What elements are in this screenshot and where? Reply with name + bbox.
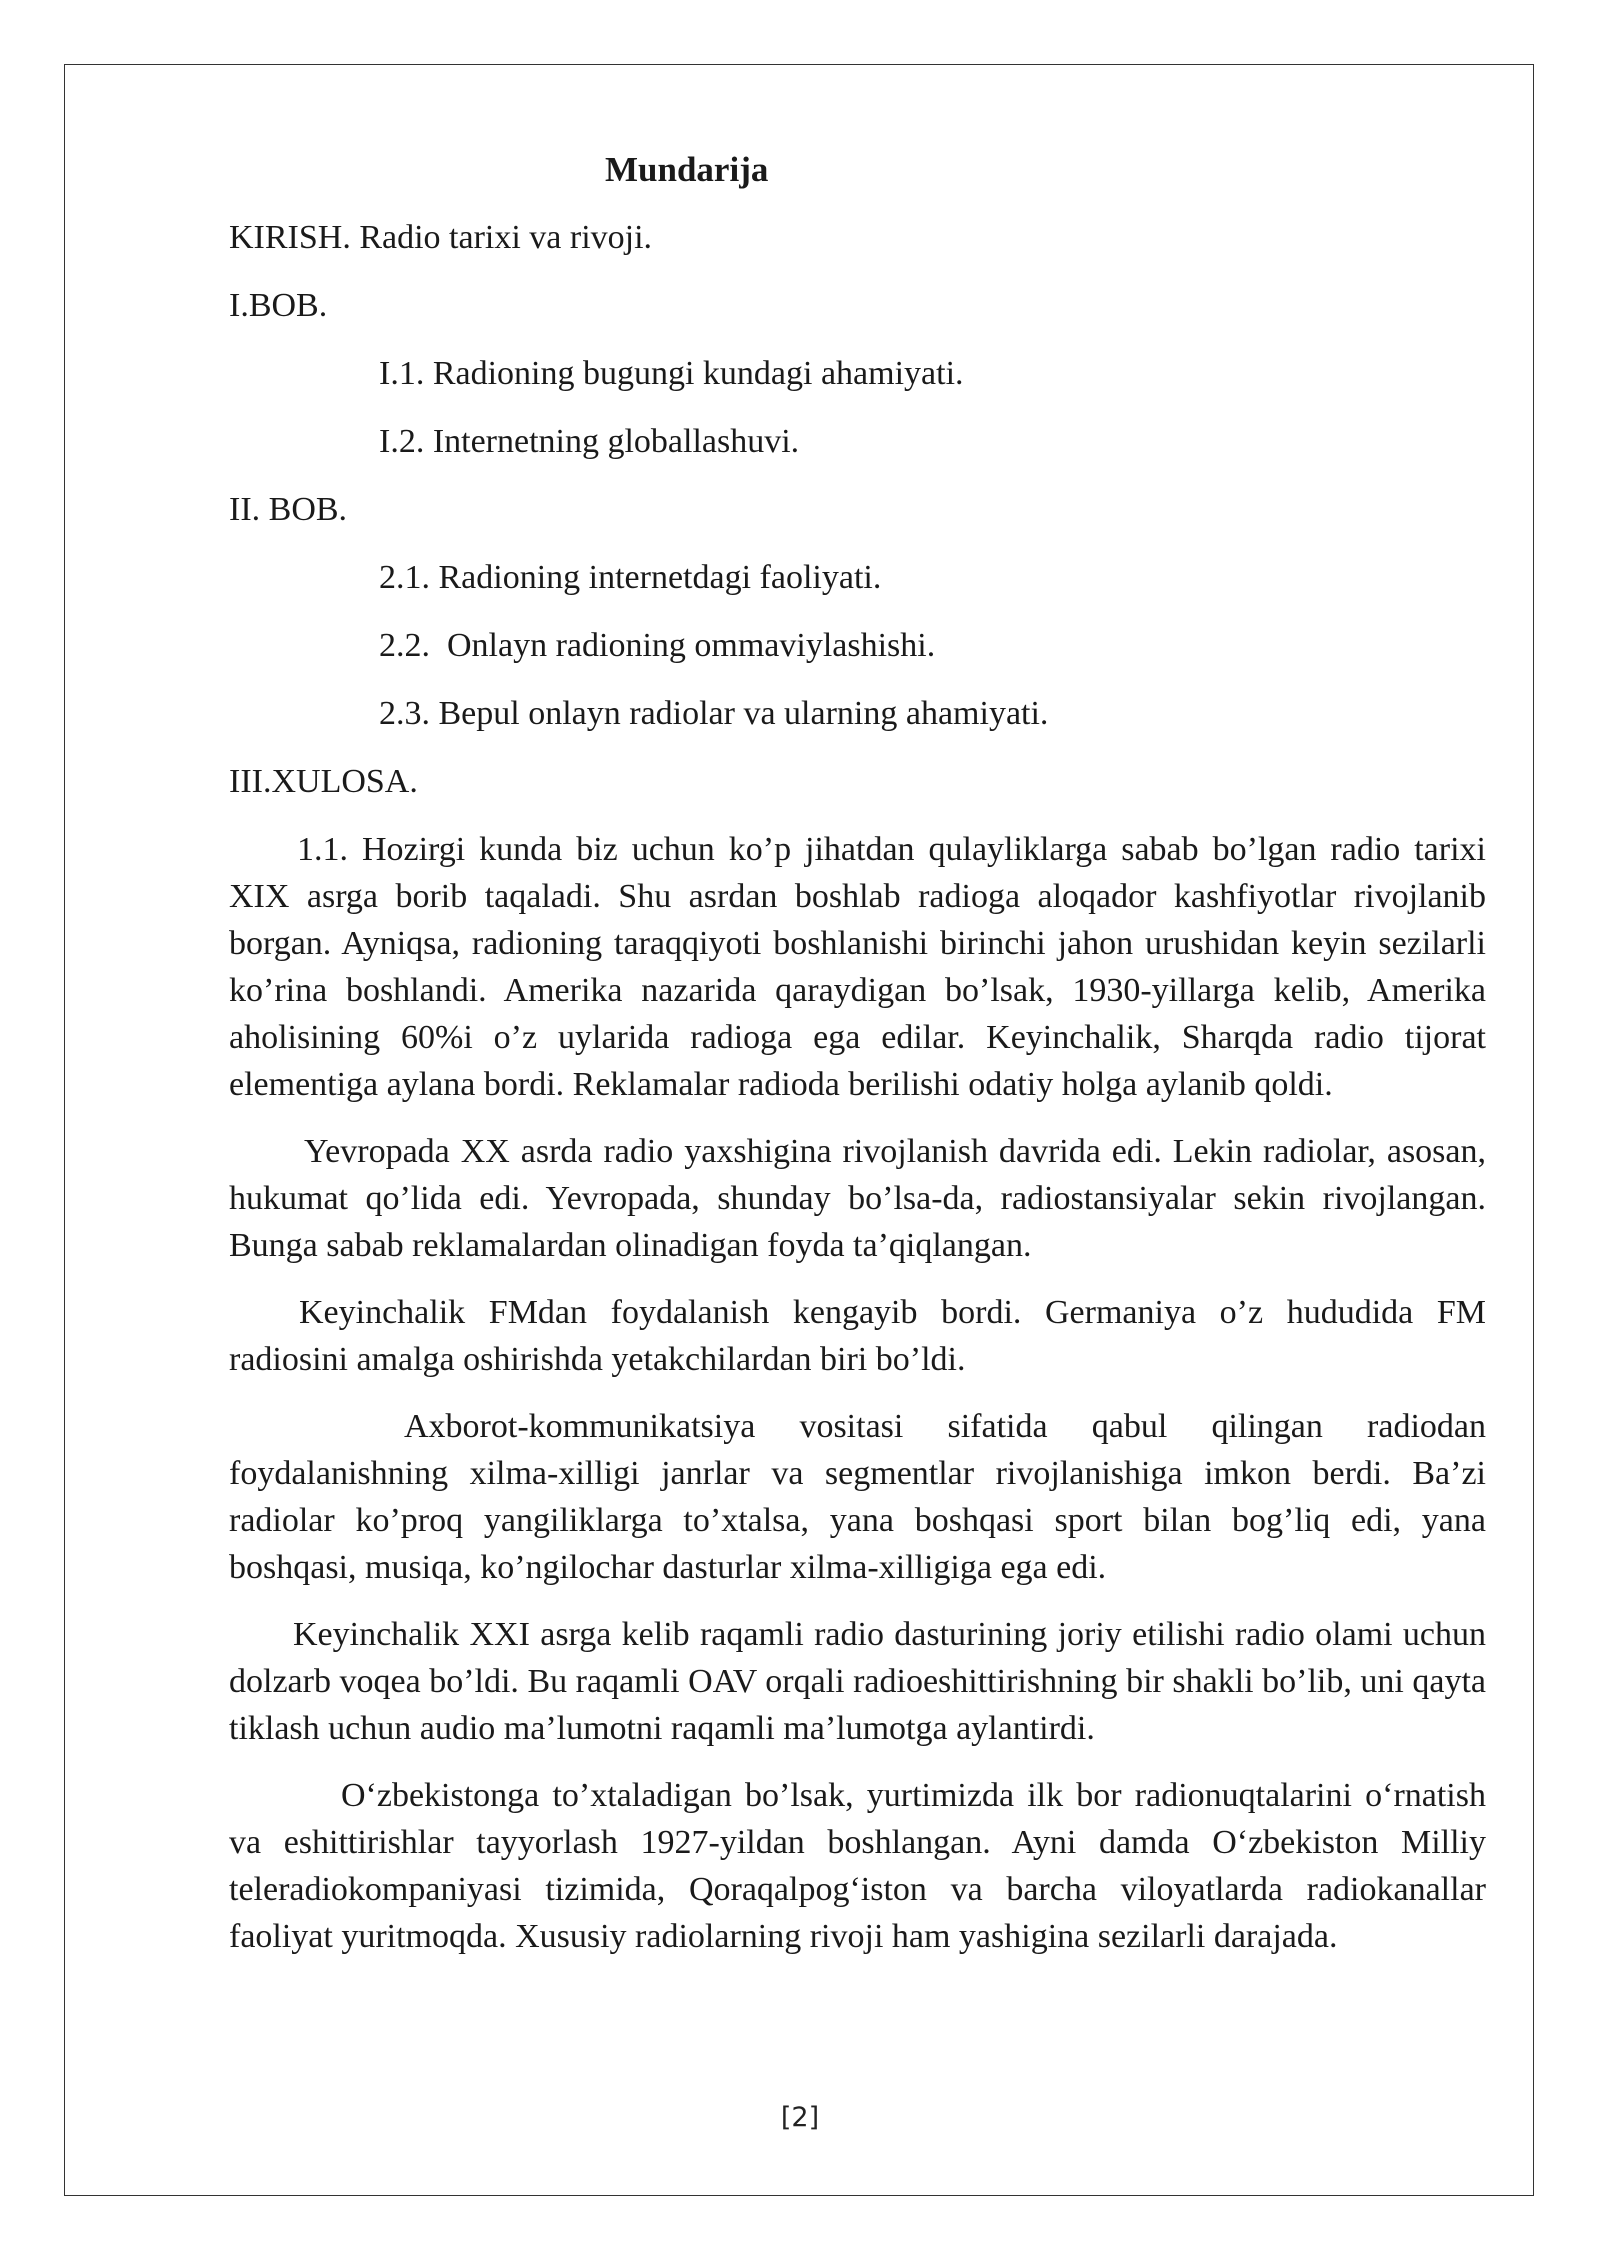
toc-title: Mundarija	[605, 150, 769, 189]
body-paragraph-1: 1.1. Hozirgi kunda biz uchun ko’p jihatdan qulayliklarga sabab bo’lgan radio tarixi XIX asrga borib taqaladi. Shu asrdan boshlab radioga aloqador kashfiyotlar rivojlanib borgan. Ayniqsa, radioning taraqqiyoti boshlanishi birinchi jahon urushidan keyin sezilarli ko’rina boshlandi. Amerika nazarida qaraydigan bo’lsak, 1930-yillarga kelib, Amerika aholisining 60%i o’z uylarida radioga ega edilar. Keyinchalik, Sharqda radio tijorat elementiga aylana bordi. Reklamalar radioda berilishi odatiy holga aylanib qoldi.	[229, 831, 1486, 1103]
page-content	[229, 146, 1486, 1980]
toc-item-section-2-2: 2.2. Onlayn radioning ommaviylashishi.	[379, 627, 936, 664]
body-paragraph-6: O‘zbekistonga to’xtaladigan bo’lsak, yurtimizda ilk bor radionuqtalarini o‘rnatish va eshittirishlar tayyorlash 1927-yildan boshlangan. Ayni damda O‘zbekiston Milliy teleradiokompaniyasi tizimida, Qoraqalpog‘iston va barcha viloyatlarda radiokanallar faoliyat yuritmoqda. Xususiy radiolarning rivoji ham yashigina sezilarli darajada.	[229, 1777, 1486, 1955]
toc-item-chapter-1: I.BOB.	[229, 287, 328, 324]
body-paragraph-2: Yevropada XX asrda radio yaxshigina rivojlanish davrida edi. Lekin radiolar, asosan, hukumat qo’lida edi. Yevropada, shunday bo’lsa-da, radiostansiyalar sekin rivojlangan. Bunga sabab reklamalardan olinadigan foyda ta’qiqlangan.	[229, 1133, 1486, 1264]
body-paragraph-4: Axborot-kommunikatsiya vositasi sifatida qabul qilingan radiodan foydalanishning xilma-xilligi janrlar va segmentlar rivojlanishiga imkon berdi. Ba’zi radiolar ko’proq yangiliklarga to’xtalsa, yana boshqasi sport bilan bog’liq edi, yana boshqasi, musiqa, ko’ngilochar dasturlar xilma-xilligiga ega edi.	[229, 1408, 1486, 1586]
body-paragraph-5: Keyinchalik XXI asrga kelib raqamli radio dasturining joriy etilishi radio olami uchun dolzarb voqea bo’ldi. Bu raqamli OAV orqali radioeshittirishning bir shakli bo’lib, uni qayta tiklash uchun audio ma’lumotni raqamli ma’lumotga aylantirdi.	[229, 1616, 1486, 1747]
toc-item-section-1-1: I.1. Radioning bugungi kundagi ahamiyati.	[379, 355, 964, 392]
toc-item-conclusion: III.XULOSA.	[229, 763, 418, 800]
toc-item-section-2-1: 2.1. Radioning internetdagi faoliyati.	[379, 559, 882, 596]
page-number: [2]	[780, 2102, 820, 2133]
toc-item-chapter-2: II. BOB.	[229, 491, 348, 528]
body-paragraph-3: Keyinchalik FMdan foydalanish kengayib bordi. Germaniya o’z hududida FM radiosini amalga oshirishda yetakchilardan biri bo’ldi.	[229, 1294, 1486, 1378]
toc-item-intro: KIRISH. Radio tarixi va rivoji.	[229, 219, 653, 256]
toc-item-section-1-2: I.2. Internetning globallashuvi.	[379, 423, 800, 460]
toc-item-section-2-3: 2.3. Bepul onlayn radiolar va ularning ahamiyati.	[379, 695, 1049, 732]
